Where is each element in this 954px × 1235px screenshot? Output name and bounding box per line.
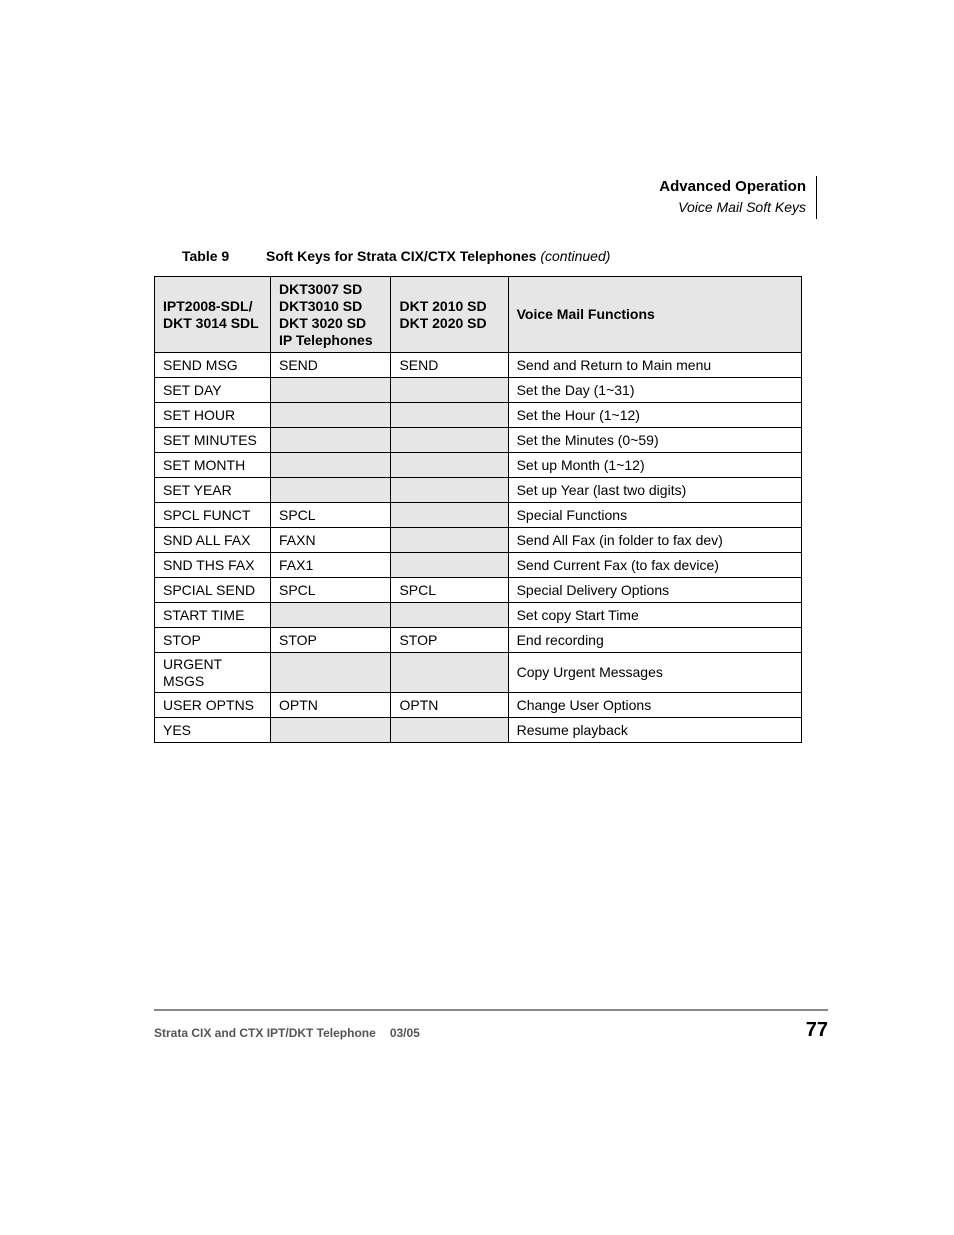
table-cell-col1: SET MONTH bbox=[155, 453, 271, 478]
table-number: Table 9 bbox=[182, 248, 230, 264]
table-cell-col4: Set the Day (1~31) bbox=[508, 378, 801, 403]
footer-doc-title: Strata CIX and CTX IPT/DKT Telephone bbox=[154, 1026, 376, 1040]
table-cell-col3 bbox=[391, 428, 508, 453]
table-cell-col1: SET YEAR bbox=[155, 478, 271, 503]
table-row bbox=[155, 378, 802, 403]
chapter-title: Advanced Operation bbox=[659, 178, 806, 195]
table-cell-col1: YES bbox=[155, 718, 271, 743]
table-cell-col2: FAX1 bbox=[271, 553, 391, 578]
header-ipt2008-dkt3014 bbox=[155, 277, 271, 353]
table-cell-col4: Send Current Fax (to fax device) bbox=[508, 553, 801, 578]
running-header bbox=[659, 176, 817, 219]
table-cell-col4: Send and Return to Main menu bbox=[508, 353, 801, 378]
table-row bbox=[155, 453, 802, 478]
table-cell-col3 bbox=[391, 718, 508, 743]
table-row bbox=[155, 353, 802, 378]
table-cell-col1: SND THS FAX bbox=[155, 553, 271, 578]
header-line: DKT3007 SD bbox=[279, 280, 363, 297]
table-cell-col3: STOP bbox=[391, 628, 508, 653]
table-cell-col3: OPTN bbox=[391, 693, 508, 718]
table-row bbox=[155, 718, 802, 743]
table-cell-col1: SET DAY bbox=[155, 378, 271, 403]
table-continued-note: (continued) bbox=[540, 248, 611, 264]
table-cell-col4: End recording bbox=[508, 628, 801, 653]
table-cell-col2 bbox=[271, 428, 391, 453]
table-cell-col4: Set copy Start Time bbox=[508, 603, 801, 628]
soft-keys-table bbox=[154, 276, 802, 743]
table-cell-col4: Set up Month (1~12) bbox=[508, 453, 801, 478]
table-cell-col1: SPCIAL SEND bbox=[155, 578, 271, 603]
table-cell-col1: URGENT MSGS bbox=[155, 653, 271, 693]
table-title: Soft Keys for Strata CIX/CTX Telephones bbox=[266, 248, 537, 264]
table-row bbox=[155, 503, 802, 528]
table-row bbox=[155, 603, 802, 628]
table-cell-col1: SET HOUR bbox=[155, 403, 271, 428]
table-header-row bbox=[155, 277, 802, 353]
table-cell-col4: Set the Hour (1~12) bbox=[508, 403, 801, 428]
table-cell-col3 bbox=[391, 478, 508, 503]
table-cell-col2: FAXN bbox=[271, 528, 391, 553]
header-line: DKT 3020 SD bbox=[279, 314, 367, 331]
table-cell-col2: SEND bbox=[271, 353, 391, 378]
header-line: IP Telephones bbox=[279, 331, 373, 348]
header-voice-mail-functions bbox=[508, 277, 801, 353]
table-cell-col4: Special Delivery Options bbox=[508, 578, 801, 603]
table-cell-col2 bbox=[271, 403, 391, 428]
table-row bbox=[155, 428, 802, 453]
table-cell-col1: STOP bbox=[155, 628, 271, 653]
table-cell-col4: Set the Minutes (0~59) bbox=[508, 428, 801, 453]
table-cell-col1: START TIME bbox=[155, 603, 271, 628]
header-dkt2010-dkt2020 bbox=[391, 277, 508, 353]
header-line: DKT3010 SD bbox=[279, 297, 363, 314]
table-cell-col2 bbox=[271, 718, 391, 743]
table-cell-col1: USER OPTNS bbox=[155, 693, 271, 718]
header-line: IPT2008-SDL/ bbox=[163, 297, 253, 314]
table-cell-col2: SPCL bbox=[271, 503, 391, 528]
table-cell-col2 bbox=[271, 478, 391, 503]
table-cell-col3 bbox=[391, 528, 508, 553]
table-cell-col3 bbox=[391, 453, 508, 478]
footer-text bbox=[154, 1026, 420, 1040]
header-dkt3007-dkt3020-ip bbox=[271, 277, 391, 353]
table-cell-col3 bbox=[391, 503, 508, 528]
table-body bbox=[155, 353, 802, 743]
table-cell-col4: Set up Year (last two digits) bbox=[508, 478, 801, 503]
page-number: 77 bbox=[805, 1019, 828, 1041]
table-cell-col1: SEND MSG bbox=[155, 353, 271, 378]
section-title: Voice Mail Soft Keys bbox=[678, 199, 806, 215]
table-cell-col4: Copy Urgent Messages bbox=[508, 653, 801, 693]
table-cell-col3 bbox=[391, 553, 508, 578]
table-cell-col2 bbox=[271, 378, 391, 403]
table-row bbox=[155, 578, 802, 603]
header-line: Voice Mail Functions bbox=[516, 306, 655, 322]
table-cell-col3: SPCL bbox=[391, 578, 508, 603]
table-cell-col1: SND ALL FAX bbox=[155, 528, 271, 553]
table-row bbox=[155, 693, 802, 718]
footer-date: 03/05 bbox=[389, 1026, 420, 1040]
table-cell-col2 bbox=[271, 603, 391, 628]
table-cell-col4: Special Functions bbox=[508, 503, 801, 528]
table-cell-col3 bbox=[391, 403, 508, 428]
table-row bbox=[155, 403, 802, 428]
table-cell-col4: Change User Options bbox=[508, 693, 801, 718]
table-row bbox=[155, 653, 802, 693]
header-line: DKT 2020 SD bbox=[399, 314, 487, 331]
table-cell-col2 bbox=[271, 653, 391, 693]
table-row bbox=[155, 528, 802, 553]
table-cell-col2 bbox=[271, 453, 391, 478]
table-row bbox=[155, 478, 802, 503]
table-cell-col3 bbox=[391, 603, 508, 628]
table-cell-col3 bbox=[391, 378, 508, 403]
footer-rule bbox=[154, 1009, 828, 1011]
table-cell-col2: OPTN bbox=[271, 693, 391, 718]
table-cell-col3: SEND bbox=[391, 353, 508, 378]
table-cell-col1: SPCL FUNCT bbox=[155, 503, 271, 528]
header-line: DKT 2010 SD bbox=[399, 297, 487, 314]
table-cell-col1: SET MINUTES bbox=[155, 428, 271, 453]
table-cell-col2: SPCL bbox=[271, 578, 391, 603]
table-row bbox=[155, 553, 802, 578]
table-cell-col4: Resume playback bbox=[508, 718, 801, 743]
header-line: DKT 3014 SDL bbox=[163, 314, 259, 331]
table-cell-col4: Send All Fax (in folder to fax dev) bbox=[508, 528, 801, 553]
table-cell-col2: STOP bbox=[271, 628, 391, 653]
table-cell-col3 bbox=[391, 653, 508, 693]
table-caption bbox=[182, 247, 610, 265]
table-row bbox=[155, 628, 802, 653]
